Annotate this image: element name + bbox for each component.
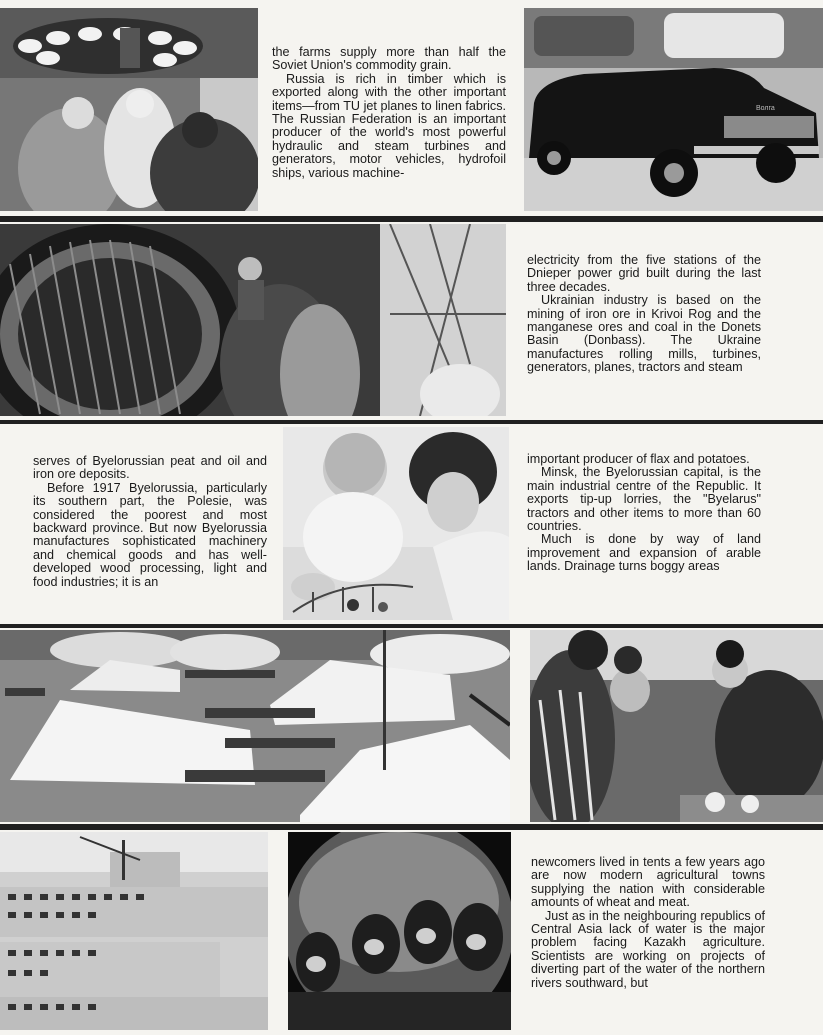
paragraph: the farms supply more than half the Soviet Union's commodity grain. bbox=[272, 45, 506, 73]
surgery-photo bbox=[0, 8, 258, 211]
row2-text bbox=[527, 254, 761, 375]
paragraph: Russia is rich in timber which is exported along with the other important items—from TU jet planes to linen fabrics. The Russian Federation is an important producer of the world's most powerful hydraulic and steam turbines and generators, motor vehicles, hydrofoil ships, various machine- bbox=[272, 71, 506, 180]
paragraph: newcomers lived in tents a few years ago are now modern agricultural towns supplying the nation with considerable amounts of wheat and meat. bbox=[531, 855, 765, 910]
child-toy-photo bbox=[283, 427, 509, 620]
row5-text bbox=[531, 856, 765, 990]
car-factory-photo bbox=[524, 8, 823, 211]
paragraph: Just as in the neighbouring republics of Central Asia lack of water is the major problem facing Kazakh agriculture. Scientists are working on projects of diverting part of the water of the northern rivers southward, but bbox=[531, 908, 765, 990]
paragraph: Much is done by way of land improvement and expansion of arable lands. Drainage turns boggy areas bbox=[527, 532, 761, 574]
car-badge: Волга bbox=[756, 105, 775, 112]
apartment-blocks-photo bbox=[0, 832, 268, 1030]
paragraph: serves of Byelorussian peat and oil and iron ore deposits. bbox=[33, 454, 267, 482]
elders-tea-photo bbox=[530, 630, 823, 822]
row3-right-text bbox=[527, 453, 761, 574]
paragraph: electricity from the five stations of the Dnieper power grid built during the last three decades. bbox=[527, 253, 761, 294]
cotton-field-photo bbox=[0, 630, 510, 822]
paragraph: Ukrainian industry is based on the mining of iron ore in Krivoi Rog and the manganese ores and coal in the Donets Basin (Donbass). The Ukraine manufactures rolling mills, turbines, generators, planes, tractors and steam bbox=[527, 293, 761, 375]
paragraph: Minsk, the Byelorussian capital, is the main industrial centre of the Republic. It exports tip-up lorries, the "Byelarus" tractors and other items to more than 60 countries. bbox=[527, 465, 761, 534]
paragraph: Before 1917 Byelorussia, particularly its southern part, the Polesie, was considered the poorest and most backward province. But now Byelorussia manufactures sophisticated machinery and chemical goods and has well-developed wood processing, light and food industries; it is an bbox=[33, 480, 267, 589]
turbine-photo bbox=[0, 224, 506, 416]
row3-left-text bbox=[33, 455, 267, 589]
gas-mask-workers-photo bbox=[288, 832, 511, 1030]
paragraph: important producer of flax and potatoes. bbox=[527, 452, 750, 466]
row1-text bbox=[272, 46, 506, 180]
